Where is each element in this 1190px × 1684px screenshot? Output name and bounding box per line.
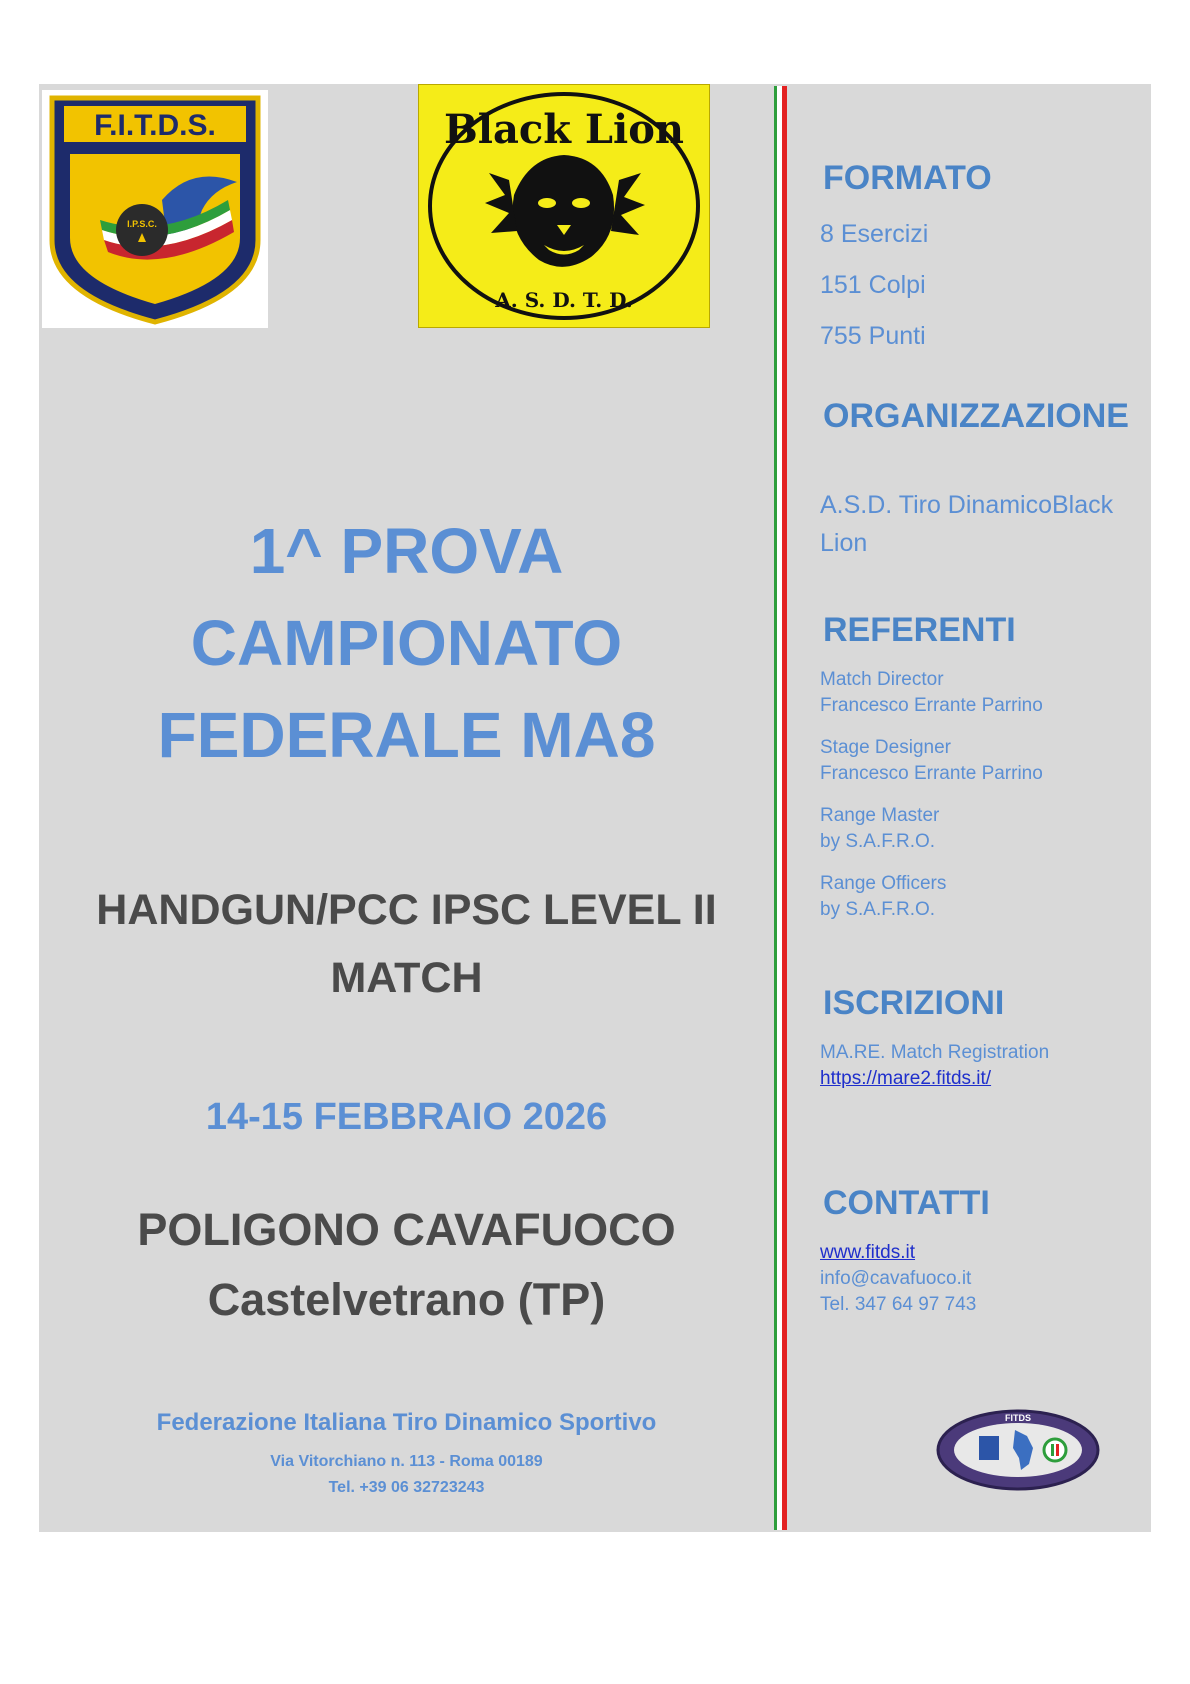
event-subtitle-line: MATCH: [330, 954, 483, 1002]
formato-item: 8 Esercizi: [820, 220, 929, 248]
flag-stripe-red: [782, 86, 787, 1530]
referente-role: Match Director: [820, 669, 944, 690]
referente-range-master: [820, 803, 1146, 855]
referenti-heading: REFERENTI: [823, 611, 1016, 649]
federation-name: Federazione Italiana Tiro Dinamico Sportivo: [156, 1409, 657, 1436]
referente-stage-designer: [820, 735, 1146, 787]
formato-list: [820, 209, 1146, 362]
organizzazione-heading: ORGANIZZAZIONE: [823, 397, 1129, 435]
federation-phone: Tel. +39 06 32723243: [328, 1479, 485, 1496]
safro-logo: [935, 1408, 1101, 1492]
contatti-heading: CONTATTI: [823, 1184, 990, 1222]
federation-address: Via Vitorchiano n. 113 - Roma 00189: [270, 1453, 543, 1470]
event-title-line: CAMPIONATO: [190, 607, 623, 679]
organizzazione-line: Lion: [820, 529, 868, 557]
referente-role: Stage Designer: [820, 737, 951, 758]
referente-name: by S.A.F.R.O.: [820, 831, 936, 852]
referente-name: Francesco Errante Parrino: [820, 763, 1043, 784]
referente-range-officers: [820, 871, 1146, 923]
contatti-block: [820, 1240, 1146, 1318]
fitds-logo-text: F.I.T.D.S.: [94, 109, 216, 142]
event-title: [39, 505, 774, 781]
contact-email: info@cavafuoco.it: [820, 1268, 972, 1289]
black-lion-logo: [418, 84, 710, 328]
website-link[interactable]: www.fitds.it: [820, 1242, 916, 1263]
shield-icon: [979, 1436, 999, 1460]
event-venue: [39, 1195, 774, 1335]
referente-match-director: [820, 667, 1146, 719]
registration-link[interactable]: https://mare2.fitds.it/: [820, 1068, 992, 1089]
event-title-line: FEDERALE MA8: [157, 699, 656, 771]
referenti-list: [820, 667, 1146, 939]
event-date: 14-15 FEBBRAIO 2026: [205, 1096, 608, 1138]
ipsc-badge-text: I.P.S.C.: [127, 219, 157, 229]
formato-item: 755 Punti: [820, 322, 926, 350]
badge-icon: [1044, 1439, 1066, 1461]
iscrizioni-block: [820, 1040, 1146, 1092]
black-lion-logo-title: Black Lion: [444, 106, 684, 153]
organizzazione-line: A.S.D. Tiro DinamicoBlack: [820, 491, 1114, 519]
lion-head-icon: [485, 155, 645, 267]
venue-city: Castelvetrano (TP): [207, 1274, 606, 1325]
organizzazione-text: [820, 486, 1146, 562]
referente-name: by S.A.F.R.O.: [820, 899, 936, 920]
federation-contact: [39, 1449, 774, 1501]
event-subtitle: [39, 876, 774, 1012]
iscrizioni-label: MA.RE. Match Registration: [820, 1042, 1050, 1063]
fitds-logo: [42, 90, 268, 328]
referente-role: Range Master: [820, 805, 940, 826]
contact-phone: Tel. 347 64 97 743: [820, 1294, 977, 1315]
formato-heading: FORMATO: [823, 159, 992, 197]
formato-item: 151 Colpi: [820, 271, 926, 299]
iscrizioni-heading: ISCRIZIONI: [823, 984, 1005, 1022]
safro-logo-title: FITDS: [1005, 1413, 1031, 1423]
event-title-line: 1^ PROVA: [249, 515, 564, 587]
referente-role: Range Officers: [820, 873, 947, 894]
event-subtitle-line: HANDGUN/PCC IPSC LEVEL II: [96, 886, 717, 934]
referente-name: Francesco Errante Parrino: [820, 695, 1043, 716]
black-lion-logo-subtitle: A. S. D. T. D.: [495, 288, 633, 312]
venue-name: POLIGONO CAVAFUOCO: [137, 1204, 676, 1255]
